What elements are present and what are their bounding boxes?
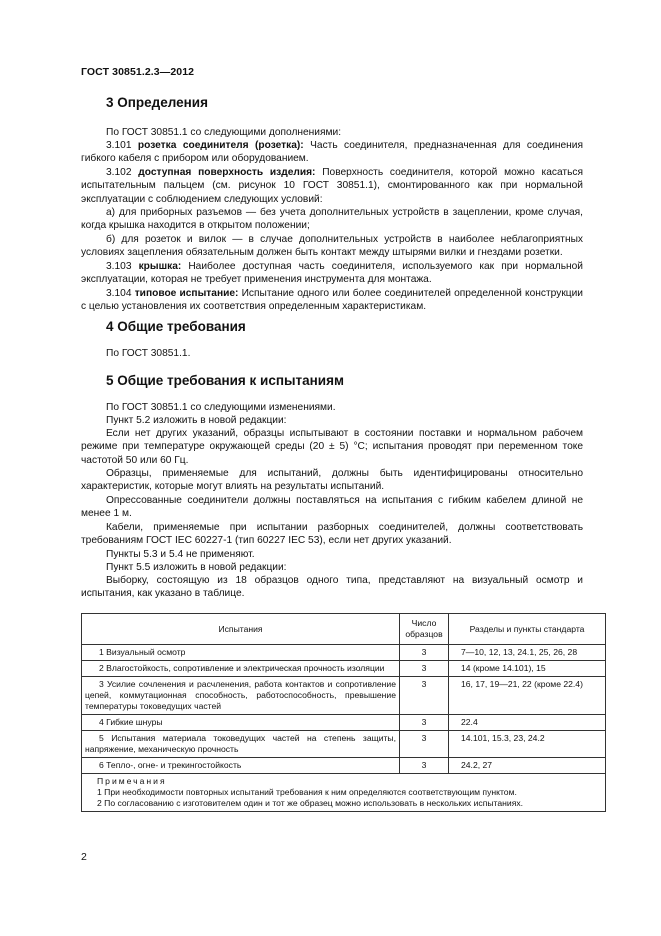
test-cell: 6 Тепло-, огне- и трекингостойкость <box>82 758 400 774</box>
note-2: 2 По согласованию с изготовителем один и тот же образец можно использовать в нескольких испытаниях. <box>97 798 524 808</box>
definition-number: 3.104 <box>106 288 132 299</box>
definition-3101 <box>81 139 583 166</box>
section-5-p7: Пункты 5.3 и 5.4 не применяют. <box>106 549 255 560</box>
sections-cell: 14.101, 15.3, 23, 24.2 <box>449 731 606 758</box>
definition-3103 <box>81 260 583 287</box>
definition-3104 <box>81 287 583 314</box>
definition-3102 <box>81 166 583 206</box>
section-5-p4: Образцы, применяемые для испытаний, должны быть идентифицированы относительно характеристик, которые могут влиять на результаты испытаний. <box>81 468 583 493</box>
definition-term: доступная поверхность изделия: <box>138 167 316 178</box>
sections-cell: 16, 17, 19—21, 22 (кроме 22.4) <box>449 677 606 715</box>
test-cell: 4 Гибкие шнуры <box>82 715 400 731</box>
count-cell: 3 <box>400 715 449 731</box>
note-1: 1 При необходимости повторных испытаний требования к ним определяются соответствующим пунктом. <box>97 787 517 797</box>
notes-title: Примечания <box>97 776 167 786</box>
column-header-count: Число образцов <box>400 614 449 645</box>
standard-code: ГОСТ 30851.2.3—2012 <box>81 66 195 78</box>
section-5-p6: Кабели, применяемые при испытании разборных соединителей, должны соответствовать требованиям ГОСТ IEC 60227-1 (тип 60227 IEC 53), если нет других указаний. <box>81 522 583 547</box>
definition-text: Испытание одного или более соединителей определенной конструкции с целью установления их соответствия определенным характеристикам. <box>81 288 583 313</box>
section-5-p9: Выборку, состоящую из 18 образцов одного типа, представляют на визуальный осмотр и испытания, как указано в таблице. <box>81 575 583 600</box>
count-cell: 3 <box>400 645 449 661</box>
table-row <box>82 661 606 677</box>
count-cell: 3 <box>400 731 449 758</box>
condition-item-a: а) для приборных разъемов — без учета дополнительных устройств в зацеплении, кроме случая, когда крышка находится в открытом положении; <box>81 207 583 232</box>
section-3-heading: 3 Определения <box>106 95 208 110</box>
sections-cell: 14 (кроме 14.101), 15 <box>449 661 606 677</box>
definition-text: Поверхность соединителя, которой можно касаться испытательным пальцем (см. рисунок 10 ГОСТ 30851.1), смонтированного как при нормальной эксплуатации с соблюдением следующих условий: <box>81 167 583 205</box>
definition-term: типовое испытание: <box>134 288 239 299</box>
test-cell: 1 Визуальный осмотр <box>82 645 400 661</box>
column-header-tests: Испытания <box>82 614 400 645</box>
table-notes <box>82 774 606 812</box>
definition-number: 3.101 <box>106 140 132 151</box>
section-5-p1: По ГОСТ 30851.1 со следующими изменениями. <box>106 402 336 413</box>
table-row <box>82 645 606 661</box>
count-cell: 3 <box>400 661 449 677</box>
test-cell: 5 Испытания материала токоведущих частей на степень защиты, напряжение, механическую прочность <box>82 731 400 758</box>
definition-text: Часть соединителя, предназначенная для соединения гибкого кабеля с прибором или оборудованием. <box>81 140 584 165</box>
definition-number: 3.103 <box>106 261 132 272</box>
sections-cell: 24.2, 27 <box>449 758 606 774</box>
section-5-p2: Пункт 5.2 изложить в новой редакции: <box>106 415 287 426</box>
section-4-text: По ГОСТ 30851.1. <box>106 348 191 359</box>
page-number: 2 <box>81 851 87 863</box>
tests-table <box>81 613 606 812</box>
table-header-row <box>82 614 606 645</box>
condition-item-b: б) для розеток и вилок — в случае дополнительных устройств в наиболее неблагоприятных условиях зацепления обязательным должен быть контакт между штырями вилки и гнездами розетки. <box>81 234 583 259</box>
definition-number: 3.102 <box>106 167 132 178</box>
test-cell: 2 Влагостойкость, сопротивление и электрическая прочность изоляции <box>82 661 400 677</box>
definition-text: Наиболее доступная часть соединителя, используемого как при нормальной эксплуатации, которая не требует применения инструмента для монтажа. <box>81 261 583 286</box>
table-notes-row <box>82 774 606 812</box>
definition-term: крышка: <box>138 261 182 272</box>
section-5-p5: Опрессованные соединители должны поставляться на испытания с гибким кабелем длиной не менее 1 м. <box>81 495 583 520</box>
test-cell: 3 Усилие сочленения и расчленения, работа контактов и сопротивление цепей, коммутационная способность, работоспособность, превышение температуры токоведущих частей <box>82 677 400 715</box>
table-row <box>82 758 606 774</box>
sections-cell: 22.4 <box>449 715 606 731</box>
definition-term: розетка соединителя (розетка): <box>137 140 304 151</box>
section-3-intro: По ГОСТ 30851.1 со следующими дополнениями: <box>106 127 342 138</box>
section-5-p3: Если нет других указаний, образцы испытывают в состоянии поставки и нормальном рабочем режиме при температуре окружающей среды (20 ± 5) °С; испытания проводят при переменном токе частотой 50 или 60 Гц. <box>81 428 583 466</box>
table-row <box>82 677 606 715</box>
section-4-heading: 4 Общие требования <box>106 319 246 334</box>
table-row <box>82 731 606 758</box>
count-cell: 3 <box>400 677 449 715</box>
sections-cell: 7—10, 12, 13, 24.1, 25, 26, 28 <box>449 645 606 661</box>
column-header-sections: Разделы и пункты стандарта <box>449 614 606 645</box>
table-row <box>82 715 606 731</box>
section-5-heading: 5 Общие требования к испытаниям <box>106 373 344 388</box>
section-5-p8: Пункт 5.5 изложить в новой редакции: <box>106 562 287 573</box>
count-cell: 3 <box>400 758 449 774</box>
